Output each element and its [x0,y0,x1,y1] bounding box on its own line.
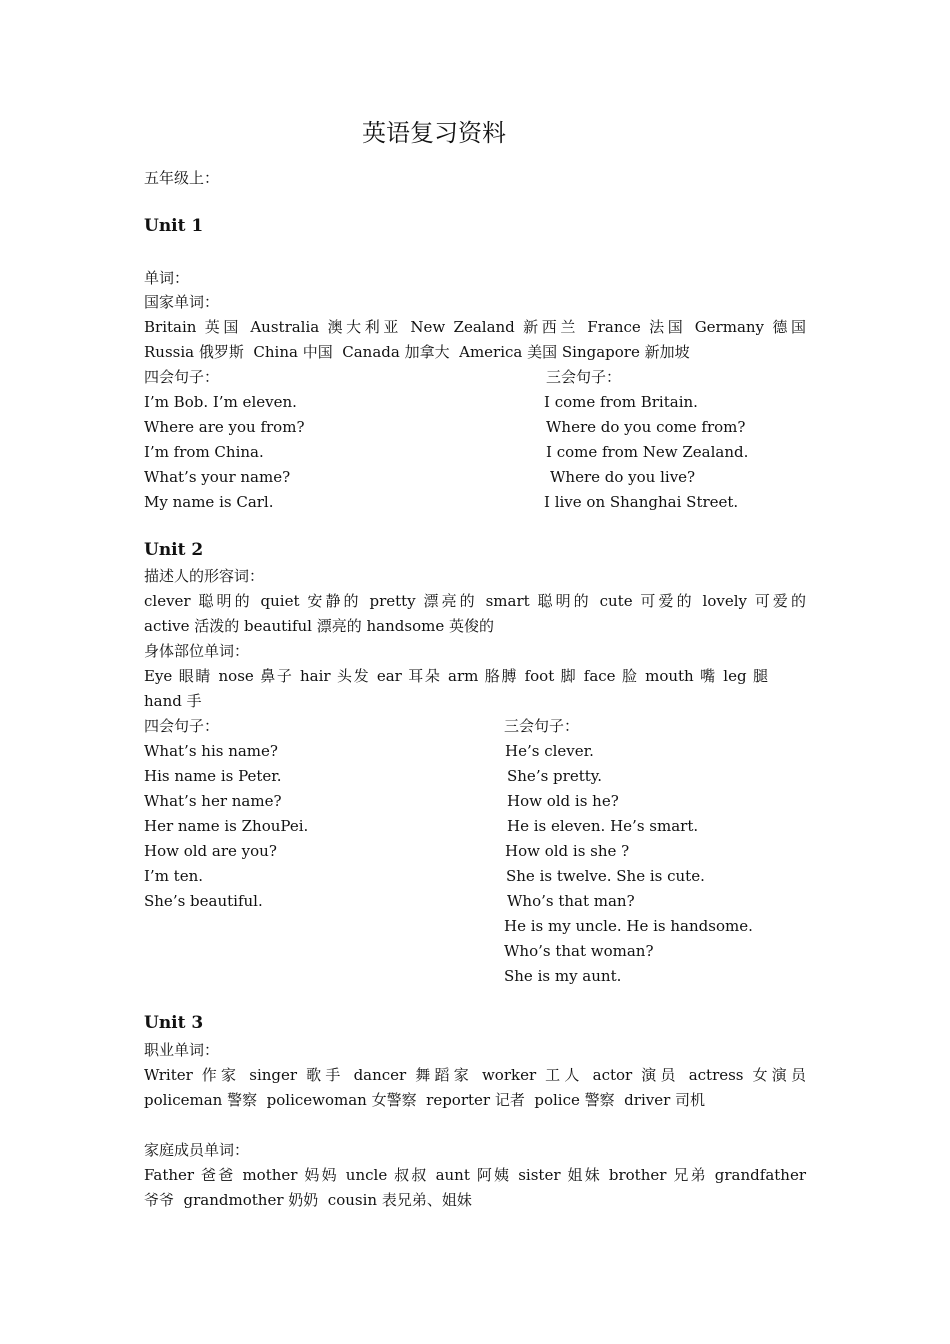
unit2-three-sentence: She is my aunt. [504,967,622,985]
unit3-job-label: 职业单词： [144,1041,220,1059]
unit1-three-sentence: Where do you live? [550,468,696,486]
unit1-three-sentence: I live on Shanghai Street. [544,493,739,511]
unit1-four-sentence: Where are you from? [144,418,305,436]
unit1-four-sentence: I’m from China. [144,443,264,461]
unit2-body-line2: hand 手 [144,692,202,710]
unit3-family-label: 家庭成员单词： [144,1141,250,1159]
unit2-three-sentence: She is twelve. She is cute. [506,867,705,885]
unit2-three-sentence: He is my uncle. He is handsome. [504,917,753,935]
unit1-four-sentence: What’s your name? [144,468,291,486]
unit1-four-label: 四会句子： [144,368,220,386]
unit2-body-line1: Eye 眼睛 nose 鼻子 hair 头发 ear 耳朵 arm 胳膊 foot 脚 face 脸 mouth 嘴 leg 腿 [144,667,768,685]
unit3-job-line2: policeman 警察 policewoman 女警察 reporter 记者 police 警察 driver 司机 [144,1091,706,1109]
unit1-three-sentence: I come from New Zealand. [546,443,749,461]
unit3-family-line1: Father 爸爸 mother 妈妈 uncle 叔叔 aunt 阿姨 sister 姐妹 brother 兄弟 grandfather [144,1166,806,1184]
unit3-job-line1: Writer 作家 singer 歌手 dancer 舞蹈家 worker 工人 actor 演员 actress 女演员 [144,1066,806,1084]
unit2-three-sentence: She’s pretty. [507,767,603,785]
unit2-four-sentence: She’s beautiful. [144,892,263,910]
unit1-three-label: 三会句子： [546,368,622,386]
unit2-four-label: 四会句子： [144,717,220,735]
unit2-heading: Unit 2 [144,540,204,560]
unit2-four-sentence: I’m ten. [144,867,204,885]
unit2-three-label: 三会句子： [504,717,580,735]
unit2-adj-line2: active 活泼的 beautiful 漂亮的 handsome 英俊的 [144,617,494,635]
unit2-three-sentence: He is eleven. He’s smart. [507,817,699,835]
unit2-three-sentence: He’s clever. [505,742,594,760]
unit2-three-sentence: Who’s that woman? [504,942,654,960]
unit1-three-sentence: I come from Britain. [544,393,698,411]
unit1-heading: Unit 1 [144,216,204,236]
unit2-adj-label: 描述人的形容词： [144,567,265,585]
unit1-words-label: 单词： [144,269,190,287]
unit2-four-sentence: Her name is ZhouPei. [144,817,309,835]
unit1-country-line1: Britain 英国 Australia 澳大利亚 New Zealand 新西兰 France 法国 Germany 德国 [144,318,806,336]
page-title: 英语复习资料 [362,119,506,147]
unit2-adj-line1: clever 聪明的 quiet 安静的 pretty 漂亮的 smart 聪明的 cute 可爱的 lovely 可爱的 [144,592,806,610]
unit1-four-sentence: My name is Carl. [144,493,274,511]
unit2-four-sentence: How old are you? [144,842,277,860]
unit2-body-label: 身体部位单词： [144,642,250,660]
unit1-country-label: 国家单词： [144,293,220,311]
unit2-four-sentence: His name is Peter. [144,767,282,785]
unit3-heading: Unit 3 [144,1013,204,1033]
unit2-three-sentence: Who’s that man? [507,892,635,910]
unit2-four-sentence: What’s his name? [144,742,278,760]
unit2-four-sentence: What’s her name? [144,792,282,810]
unit2-three-sentence: How old is she ? [505,842,630,860]
unit2-three-sentence: How old is he? [507,792,619,810]
unit1-four-sentence: I’m Bob. I’m eleven. [144,393,297,411]
unit3-family-line2: 爷爷 grandmother 奶奶 cousin 表兄弟、姐妹 [144,1191,472,1209]
unit1-country-line2: Russia 俄罗斯 China 中国 Canada 加拿大 America 美国 Singapore 新加坡 [144,343,690,361]
grade-label: 五年级上： [144,169,220,187]
unit1-three-sentence: Where do you come from? [546,418,746,436]
